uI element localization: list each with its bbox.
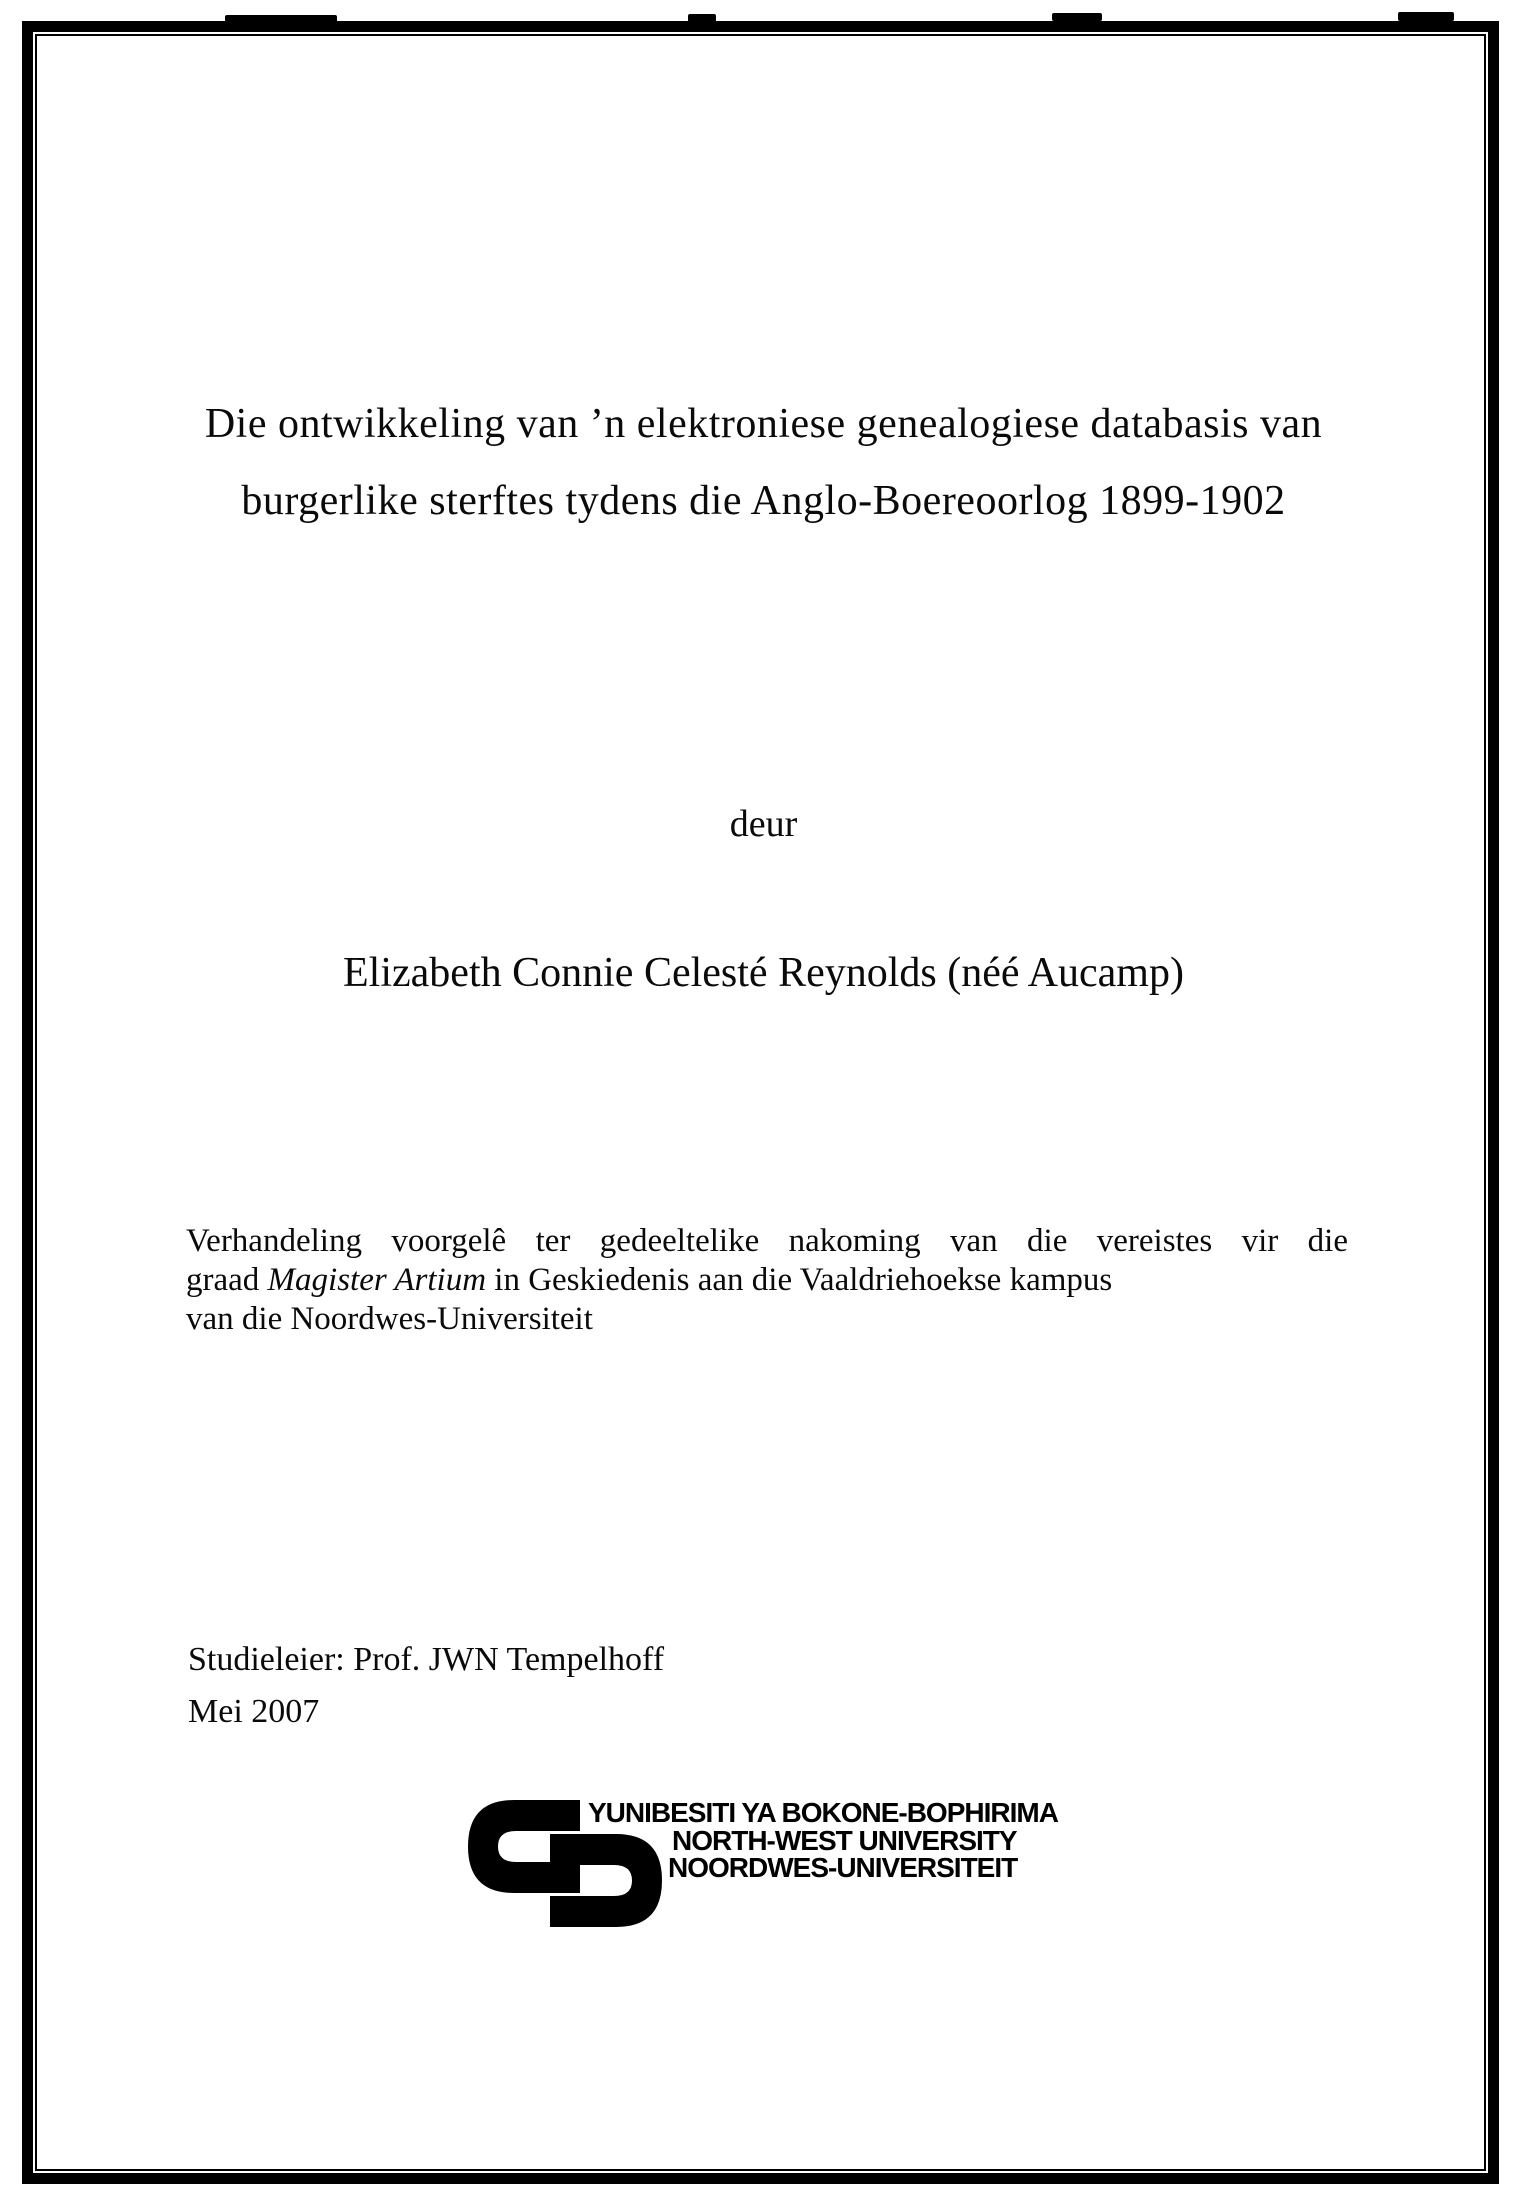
degree-statement-line3: van die Noordwes-Universiteit bbox=[186, 1301, 593, 1337]
thesis-title-line2: burgerlike sterftes tydens die Anglo-Boereoorlog 1899-1902 bbox=[241, 478, 1286, 524]
degree-statement-line2 bbox=[186, 1261, 1348, 1300]
university-logo-text bbox=[588, 1799, 1058, 1882]
logo-text-english: NORTH-WEST UNIVERSITY bbox=[672, 1824, 1017, 1856]
thesis-title-line1: Die ontwikkeling van ’n elektroniese genealogiese databasis van bbox=[204, 401, 1323, 447]
scan-artifact bbox=[1398, 12, 1454, 21]
degree-statement-line1: Verhandeling voorgelê ter gedeeltelike nakoming van die vereistes vir die bbox=[186, 1223, 1348, 1259]
supervisor-block bbox=[188, 1634, 664, 1738]
logo-text-setswana: YUNIBESITI YA BOKONE-BOPHIRIMA bbox=[588, 1797, 1058, 1828]
thesis-title bbox=[41, 386, 1486, 540]
logo-text-afrikaans: NOORDWES-UNIVERSITEIT bbox=[668, 1852, 1018, 1883]
date-line: Mei 2007 bbox=[188, 1693, 320, 1730]
author-name: Elizabeth Connie Celesté Reynolds (néé Aucamp) bbox=[343, 950, 1184, 996]
degree-statement bbox=[186, 1222, 1348, 1339]
scan-artifact bbox=[1052, 13, 1102, 21]
degree-name-italic: Magister Artium bbox=[267, 1262, 487, 1298]
degree-statement-line2-post: in Geskiedenis aan die Vaaldriehoekse kampus bbox=[486, 1262, 1113, 1298]
degree-statement-line2-pre: graad bbox=[186, 1262, 268, 1298]
supervisor-line: Studieleier: Prof. JWN Tempelhoff bbox=[188, 1641, 665, 1678]
byline-preposition: deur bbox=[729, 803, 798, 845]
